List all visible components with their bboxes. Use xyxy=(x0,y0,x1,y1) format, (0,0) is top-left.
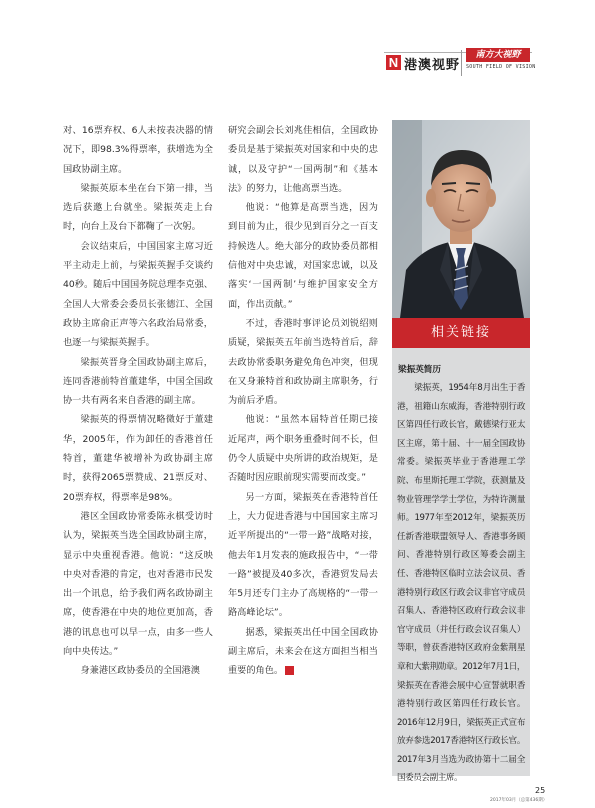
related-links-title: 相关链接 xyxy=(392,318,530,348)
article-paragraph: 另一方面，梁振英在香港特首任上，大力促进香港与中国国家主席习近平所提出的“一带一路”战略对接，他去年1月发表的施政报告中，“一带一路”被提及40多次，香港贸发局去年5月还专门主办了高规格的“一带一路高峰论坛”。 xyxy=(228,491,378,619)
article-paragraph: 梁振英的得票情况略微好于董建华，2005年，作为卸任的香港首任特首，董建华被增补为政协副主席时，获得2065票赞成、21票反对、20票弃权，得票率是98%。 xyxy=(63,414,213,503)
end-of-article-icon: N xyxy=(285,666,294,675)
article-paragraph: 梁振英晋身全国政协副主席后，连同香港前特首董建华，中国全国政协一共有两名来自香港的副主席。 xyxy=(63,356,213,407)
article-paragraph: 身兼港区政协委员的全国港澳 xyxy=(80,665,200,677)
article-paragraph: 他说：“他算是高票当选，因为到目前为止，很少见到百分之一百支持候选人。绝大部分的政协委员都相信他对中央忠诚，对国家忠诚，以及落实‘一国两制’与维护国家安全方面，作出贡献。” xyxy=(228,202,378,310)
article-column-2 xyxy=(228,121,378,681)
article-paragraph: 港区全国政协常委陈永棋受访时认为，梁振英当选全国政协副主席，显示中央重视香港。他说：“这反映中央对香港的肯定，也对香港市民发出一个讯息，给予我们两名政协副主席，使香港在中央的地位更加高，香港的讯息也可以早一点，由多一些人向中央传达。” xyxy=(63,510,213,658)
portrait-photo xyxy=(392,120,530,318)
article-paragraph: 研究会副会长刘兆佳相信，全国政协委员是基于梁振英对国家和中央的忠诚，以及守护“一国两制”和《基本法》的努力，让他高票当选。 xyxy=(228,125,378,194)
section-title: 港澳视野 xyxy=(404,58,461,73)
sidebar-body xyxy=(397,379,525,788)
article-paragraph: 据悉，梁振英出任中国全国政协副主席后，未来会在这方面担当相当重要的角色。 N xyxy=(228,626,378,677)
magazine-logo-icon: N xyxy=(386,55,401,70)
page-number: 25 xyxy=(535,786,546,795)
issue-info: 2017年03月（总第436期） xyxy=(490,798,548,803)
page-header xyxy=(0,0,595,85)
sidebar-paragraph: 梁振英，1954年8月出生于香港，祖籍山东威海，香港特别行政区第四任行政长官，戴德梁行亚太区主席，第十届、十一届全国政协常委。梁振英毕业于香港理工学院、布里斯托理工学院，获测量及物业管理学学士学位，为特许测量师。1977年至2012年，梁振英历任新香港联盟领导人、香港事务顾问、香港特别行政区筹委会副主任、香港特区临时立法会议员、香港特别行政区行政会议非官守成员召集人、香港特区政府行政会议非官守成员（并任行政会议召集人）等职，曾获香港特区政府金紫荆星章和大紫荆勋章。2012年7月1日，梁振英在香港会展中心宣誓就职香港特别行政区第四任行政长官。2016年12月9日，梁振英正式宣布放弃参选2017香港特区行政长官。2017年3月当选为政协第十二届全国委员会副主席。 xyxy=(397,383,525,784)
sidebar-heading: 梁振英简历 xyxy=(398,365,441,375)
article-column-1 xyxy=(63,121,213,681)
article-paragraph: 对、16票弃权、6人未按表决器的情况下，即98.3%得票率，获增选为全国政协副主席。 xyxy=(63,125,213,175)
brand-name: 南方大视野 xyxy=(466,48,530,62)
portrait-illustration xyxy=(392,120,530,318)
article-paragraph: 会议结束后，中国国家主席习近平主动走上前，与梁振英握手交谈约40秒。随后中国国务院总理李克强、全国人大常委会委员长张德江、全国政协主席俞正声等六名政治局常委，也逐一与梁振英握手。 xyxy=(63,240,213,349)
article-paragraph: 他说：“虽然本届特首任期已接近尾声，两个职务重叠时间不长，但仍令人质疑中央所讲的政治规矩，是否随时因应眼前现实需要而改变。” xyxy=(228,414,378,484)
article-paragraph: 梁振英原本坐在台下第一排，当选后获邀上台就坐。梁振英走上台时，向台上及台下都鞠了一次躬。 xyxy=(63,182,213,233)
article-paragraph: 不过，香港时事评论员刘锐绍则质疑，梁振英五年前当选特首后，辞去政协常委职务避免角色冲突，但现在又身兼特首和政协副主席职务，行为前后矛盾。 xyxy=(228,317,378,407)
header-divider xyxy=(461,50,462,76)
brand-subtitle: SOUTH FIELD OF VISION xyxy=(466,64,536,70)
